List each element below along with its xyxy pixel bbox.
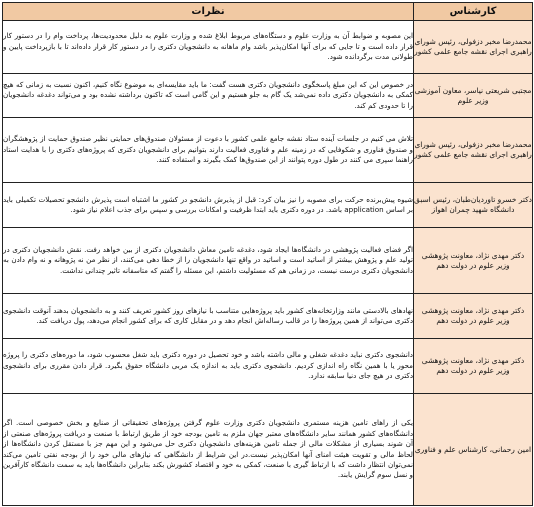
expert-cell: محمدرضا مخبر دزفولی، رئیس شورای راهبری اجرای نقشه جامع علمی کشور — [414, 118, 533, 183]
header-views: نظرات — [3, 3, 414, 21]
table-row — [3, 118, 533, 183]
view-cell: این مصوبه و ضوابط آن به وزارت علوم و دستگاه‌های مربوط ابلاغ شده و وزارت علوم به دلیل محدودیت‌ها، پرداخت وام را در دستور کار قرار داده است و تا جایی که برای آنها امکان‌پذیر باشد وام ماهانه به دانشجویان دکتری را در دستور کار قرار داده‌اند تا با بازپرداخت پایین و طولانی مدت برگردانده شود. — [3, 21, 414, 74]
opinions-table-container — [2, 2, 532, 505]
expert-cell: مجتبی شریعتی نیاسر، معاون آموزشی وزیر علوم — [414, 74, 533, 118]
view-cell: در خصوص این که این مبلغ پاسخگوی دانشجویان دکتری هست گفت: ما باید مقایسه‌ای به موضوع نگاه کنیم، اکنون نسبت به زمانی که هیچ کمکی به دانشجویان دکتری داده نمی‌شد یک گام به جلو هستیم و این گامی است که تاکنون برداشته نشده بود و می‌تواند دغدغه دانشجویان را تا حدودی کم کند. — [3, 74, 414, 118]
table-row — [3, 74, 533, 118]
expert-cell: دکتر مهدی نژاد، معاونت پژوهشی وزیر علوم در دولت دهم — [414, 228, 533, 294]
view-cell: تلاش می کنیم در جلسات آینده ستاد نقشه جامع علمی کشور با دعوت از مسئولان صندوق‌های حمایتی نظیر صندوق حمایت از پژوهشگران و صندوق فناوری و شکوفایی که در زمینه علم و فناوری فعالیت دارند بتوانیم برای دانشجویان دکتری که پروژه‌های دکتری را با هدایت استاد راهنما سپری می کنند در طول دوره پتوانند از این صندوق‌ها کمک بگیرند و استفاده کنند. — [3, 118, 414, 183]
expert-cell: دکتر خسرو تاوردیان‌طبان، رئیس اسبق دانشگاه شهید چمران اهواز — [414, 183, 533, 228]
table-header-row — [3, 3, 533, 21]
table-row — [3, 21, 533, 74]
view-cell: اگر فضای فعالیت پژوهشی در دانشگاه‌ها ایجاد شود، دغدغه تامین معاش دانشجویان دکتری از بین خواهد رفت. نقش دانشجویان دکتری در تولید علم و پژوهش بیشتر از اساتید است و اساتید در واقع تنها دانشجویان را از خطا دهی می‌کنند، از نظر من نه پژوهانه و نه وام دادن به دانشجویان دکتری درست نیست، در زمانی هم که مسئولیت داشتم، این مسئله را گفتم که متاسفانه تاثیر چندانی نداشت. — [3, 228, 414, 294]
expert-cell: دکتر مهدی نژاد، معاونت پژوهشی وزیر علوم در دولت دهم — [414, 339, 533, 394]
expert-cell: محمدرضا مخبر دزفولی، رئیس شورای راهبری اجرای نقشه جامع علمی کشور — [414, 21, 533, 74]
view-cell: یکی از راهای تامین هزینه مستمری دانشجویان دکتری وزارت علوم گرفتن پروژه‌های تحقیقاتی از صنایع و بخش خصوصی است. اگر دانشگاه‌های کشور همانند سایر دانشگاه‌های معتبر جهان ملزم به تامین بودجه خود از طریق ارتباط با صنعت و دریافت پروژه‌های صنعتی از آن شوند بسیاری از مشکلات مالی از جمله تامین هزینه‌های دانشجویان دکتری حل می‌شود و این مهم جز با مستقل کردن دانشگاه‌ها از لحاظ مالی و تقویت هیئت امنای آنها امکان‌پذیر نیست.در این شرایط از دانشگاهی که نیازهای مالی خود را از بودجه نفتی تامین می‌کند نمی‌توان انتظار داشت که با ارتباط گیری با صنعت، کمکی به خود و اقتصاد کشورش بکند بنابراین دانشگاه‌ها باید به سمت دانشگاه کارآفرین و نسل سوم گرایش یابند. — [3, 394, 414, 506]
expert-cell: دکتر مهدی نژاد، معاونت پژوهشی وزیر علوم در دولت دهم — [414, 294, 533, 339]
header-expert: کارشناس — [414, 3, 533, 21]
opinions-table — [2, 2, 533, 506]
expert-cell: امین رحمانی، کارشناس علم و فناوری — [414, 394, 533, 506]
table-row — [3, 294, 533, 339]
table-row — [3, 183, 533, 228]
table-row — [3, 339, 533, 394]
view-cell: دانشجوی دکتری نباید دغدغه شغلی و مالی داشته باشد و خود تحصیل در دوره دکتری باید شغل محسوب شود، ما دوره‌های دکتری را پروژه محور یا با همین نگاه راه اندازی کردیم. دانشجوی دکتری باید به اندازه یک مربی دانشگاه حقوق بگیرد. قرار دادن مقرری برای دانشجوی دکتری در هیچ جای دنیا سابقه ندارد. — [3, 339, 414, 394]
table-row — [3, 228, 533, 294]
view-cell: شیوه پیش‌برنده حرکت برای مصوبه را نیز بیان کرد: قبل از پذیرش دانشجو در کشور ما اشتباه است پذیرش دانشجو تحصیلات تکمیلی باید بر اساس application باشد. در دوره دکتری باید ابتدا ظرفیت و امکانات بررسی و سپس برای جذب اعلام نیاز شود. — [3, 183, 414, 228]
view-cell: نهادهای بالادستی مانند وزارتخانه‌های کشور باید پروژه‌هایی متناسب با نیازهای روز کشور تعریف کنند و به دانشجویان بدهند آنوقت دانشجوی دکتری می‌تواند از همین پروژه‌ها را در قالب رساله‌اش انجام دهد و در مقابل کاری که برای کشور انجام می‌دهد، پول دریافت کند. — [3, 294, 414, 339]
table-row — [3, 394, 533, 506]
